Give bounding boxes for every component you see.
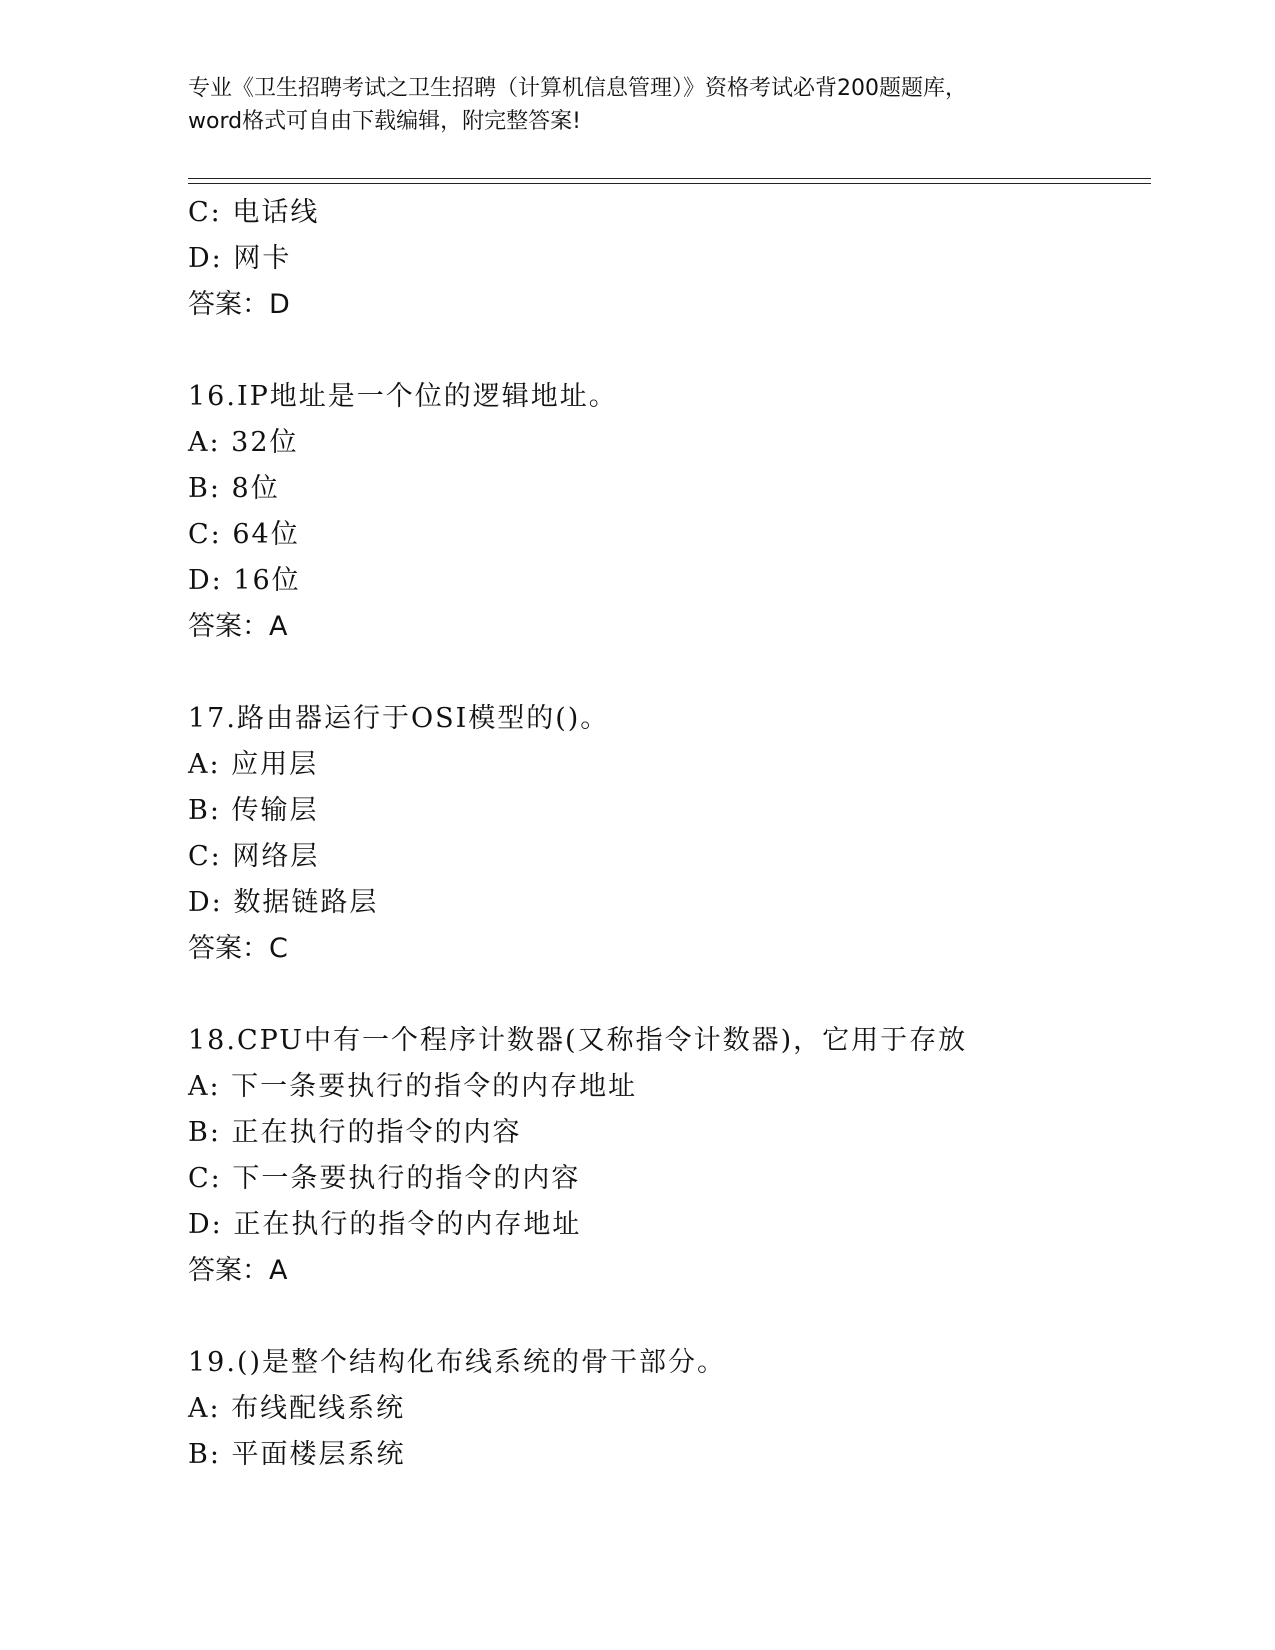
answer: 答案：A <box>188 611 288 642</box>
option-b: B: 传输层 <box>188 795 319 826</box>
document-header <box>188 72 1148 138</box>
question-list <box>188 190 1148 1478</box>
option-c: C: 64位 <box>188 519 300 550</box>
option-d: D: 数据链路层 <box>188 887 379 918</box>
question-stem-16: 16.IP地址是一个位的逻辑地址。 <box>188 381 618 412</box>
option-a: A: 32位 <box>188 427 299 458</box>
header-line-2: word格式可自由下载编辑，附完整答案! <box>188 109 581 134</box>
option-c: C: 电话线 <box>188 197 320 228</box>
option-d: D: 16位 <box>188 565 301 596</box>
answer: 答案：A <box>188 1255 288 1286</box>
option-d: D: 正在执行的指令的内存地址 <box>188 1209 582 1240</box>
answer: 答案：D <box>188 289 290 320</box>
option-a: A: 布线配线系统 <box>188 1393 406 1424</box>
question-stem-17: 17.路由器运行于OSI模型的()。 <box>188 703 610 734</box>
option-d: D: 网卡 <box>188 243 292 274</box>
header-divider-bottom <box>188 183 1151 184</box>
option-c: C: 网络层 <box>188 841 320 872</box>
option-c: C: 下一条要执行的指令的内容 <box>188 1163 581 1194</box>
question-stem-18: 18.CPU中有一个程序计数器(又称指令计数器)，它用于存放 <box>188 1025 968 1056</box>
option-a: A: 下一条要执行的指令的内存地址 <box>188 1071 638 1102</box>
option-b: B: 平面楼层系统 <box>188 1439 406 1470</box>
option-a: A: 应用层 <box>188 749 319 780</box>
header-line-1: 专业《卫生招聘考试之卫生招聘（计算机信息管理）》资格考试必背200题题库， <box>188 76 967 101</box>
option-b: B: 8位 <box>188 473 280 504</box>
question-stem-19: 19.()是整个结构化布线系统的骨干部分。 <box>188 1347 727 1378</box>
header-divider-top <box>188 178 1151 179</box>
answer: 答案：C <box>188 933 288 964</box>
option-b: B: 正在执行的指令的内容 <box>188 1117 522 1148</box>
